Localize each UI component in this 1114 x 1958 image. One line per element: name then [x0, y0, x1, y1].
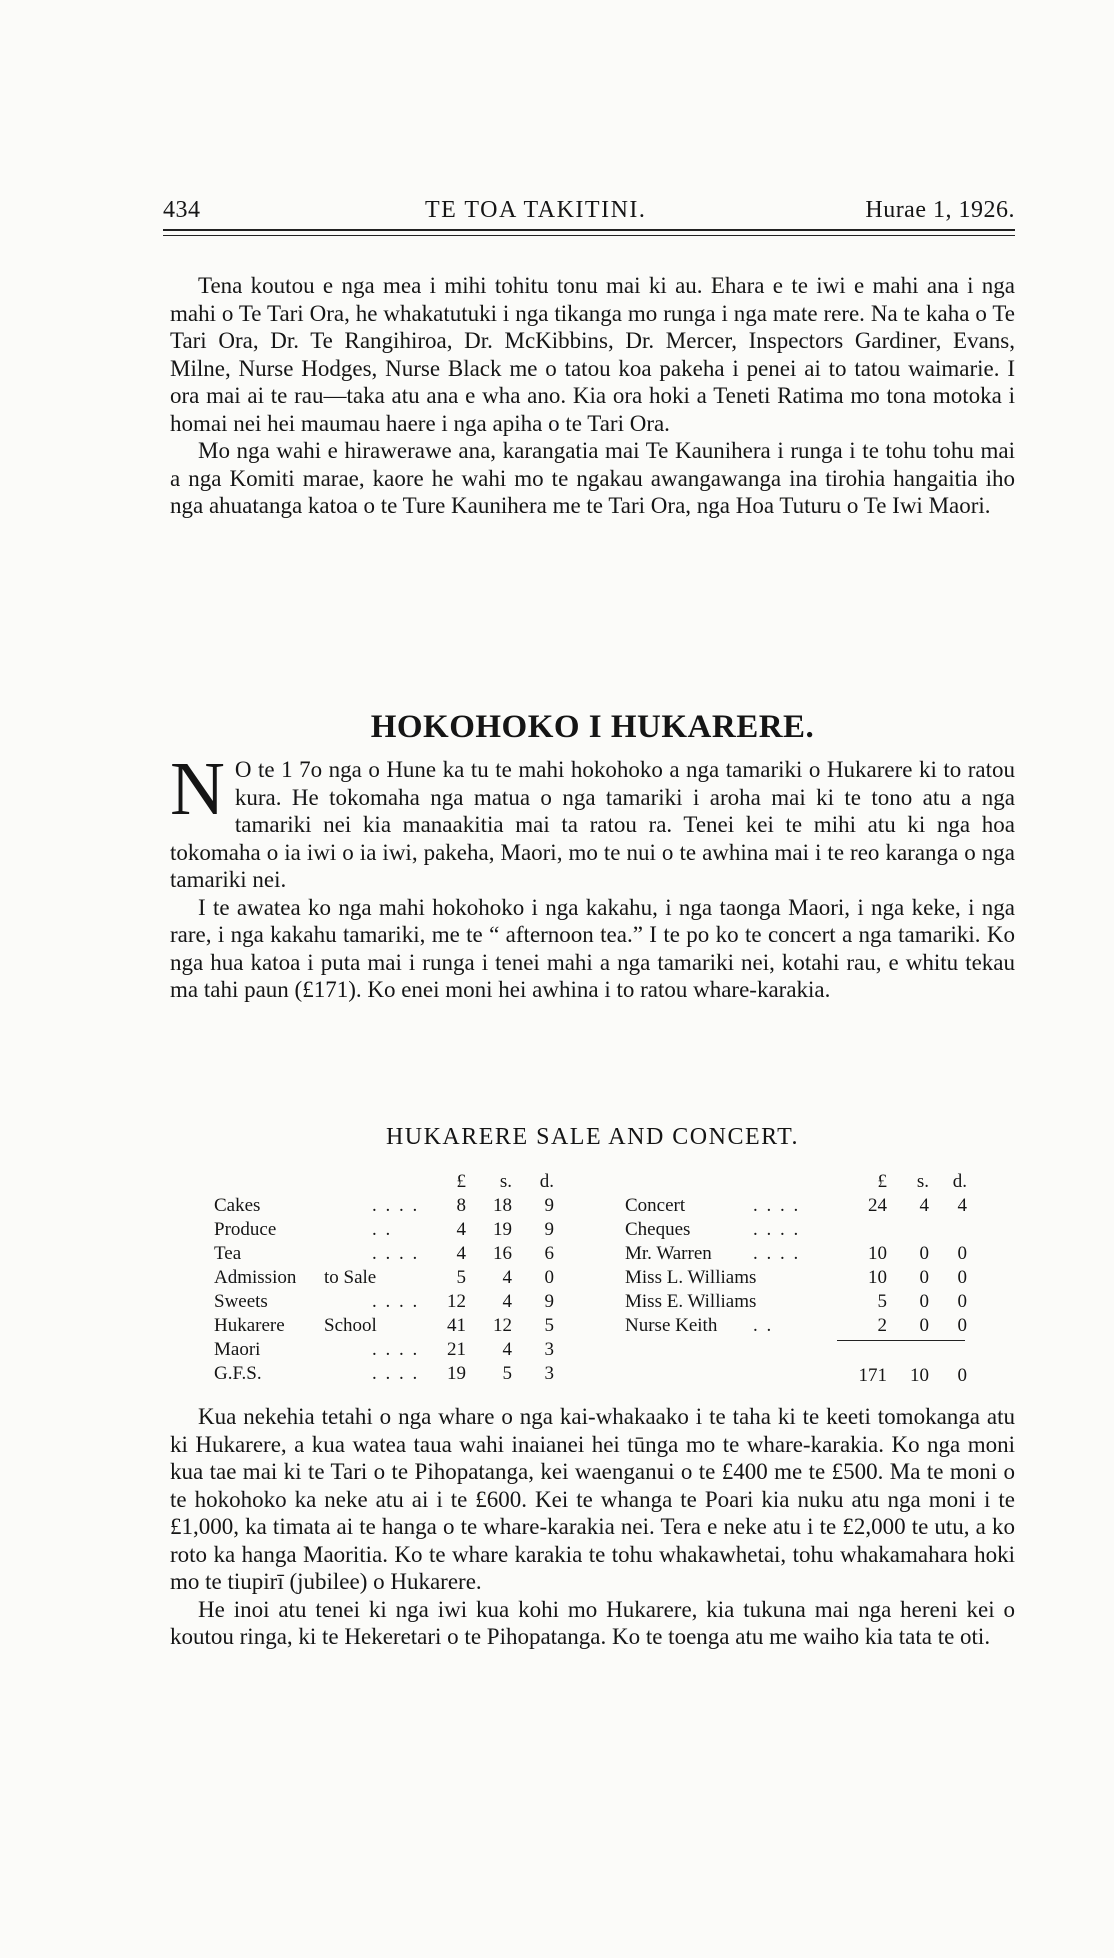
item-label: Miss L. Williams [625, 1267, 757, 1288]
item-pence: 9 [544, 1291, 554, 1312]
ledger-total-row [625, 1364, 1005, 1388]
item-pounds: 19 [447, 1363, 466, 1384]
item-shillings: 16 [493, 1243, 512, 1264]
header-pence: d. [952, 1171, 967, 1192]
item-shillings: 0 [919, 1315, 929, 1336]
header-pounds: £ [877, 1171, 887, 1192]
item-shillings: 4 [502, 1339, 512, 1360]
ledger-right-row [625, 1290, 1005, 1314]
ledger-right-header [625, 1170, 1005, 1194]
item-pounds: 2 [877, 1315, 887, 1336]
item-label: Nurse Keith [625, 1315, 718, 1336]
header-pounds: £ [456, 1171, 466, 1192]
item-pounds: 5 [456, 1267, 466, 1288]
item-shillings: 4 [502, 1291, 512, 1312]
total-rule [837, 1340, 965, 1341]
ledger-right-table [625, 1170, 1005, 1386]
ledger-title: HUKARERE SALE AND CONCERT. [385, 1124, 800, 1150]
ledger-left-header [214, 1170, 574, 1194]
leader-dots: . . . . [753, 1243, 801, 1264]
article-heading: HOKOHOKO I HUKARERE. [370, 709, 815, 745]
drop-cap: N [170, 747, 225, 831]
item-shillings: 18 [493, 1195, 512, 1216]
item-shillings: 12 [493, 1315, 512, 1336]
ledger-right-row [625, 1218, 1005, 1242]
item-pounds: 10 [868, 1243, 887, 1264]
item-pence: 5 [544, 1315, 554, 1336]
leader-dots: . . . . [753, 1219, 801, 1240]
item-label: Concert [625, 1195, 686, 1216]
article-paragraph-1 [170, 747, 1015, 894]
item-label-continued: to Sale [324, 1267, 377, 1288]
ledger-left-row [214, 1194, 574, 1218]
item-pounds: 4 [456, 1243, 466, 1264]
item-pence: 0 [957, 1291, 967, 1312]
ledger-left-row [214, 1242, 574, 1266]
article-paragraph-2: I te awatea ko nga mahi hokohoko i nga kakahu, i nga taonga Maori, i nga keke, i nga rare, i nga kakahu tamariki, me te “ afternoon tea.” I te po ko te concert a nga tamariki. Ko nga hua katoa i puta mai i runga i tenei mahi a nga tamariki nei, kotahi rau, e whitu tekau ma tahi paun (£171). Ko enei moni hei awhina i to ratou whare-karakia. [170, 894, 1015, 1002]
item-pence: 6 [544, 1243, 554, 1264]
item-label: Maori [214, 1339, 261, 1360]
journal-title: TE TOA TAKITINI. [425, 197, 647, 223]
leader-dots: . . . . [372, 1291, 420, 1312]
header-shillings: s. [499, 1171, 512, 1192]
item-pounds: 4 [456, 1219, 466, 1240]
issue-date: Hurae 1, 1926. [865, 197, 1015, 223]
item-label: Cakes [214, 1195, 261, 1216]
item-pence: 3 [544, 1339, 554, 1360]
leader-dots: . . [372, 1219, 393, 1240]
header-pence: d. [539, 1171, 554, 1192]
ledger-left-table [214, 1170, 574, 1386]
ledger-left-row [214, 1218, 574, 1242]
item-shillings: 0 [919, 1267, 929, 1288]
item-shillings: 0 [919, 1291, 929, 1312]
item-pounds: 12 [447, 1291, 466, 1312]
intro-section [170, 272, 1015, 520]
item-label: Sweets [214, 1291, 268, 1312]
closing-paragraph-1: Kua nekehia tetahi o nga whare o nga kai-whakaako i te taha ki te keeti tomokanga atu ki Hukarere, a kua watea taua wahi inaianei hei tūnga mo te whare-karakia. Ko nga moni kua tae mai ki te Tari o te Pihopatanga, kei waenganui o te £400 me te £500. Ma te moni o te hokohoko ka neke atu ai i te £600. Kei te whanga te Poari kia nuku atu nga moni i te £1,000, ka timata ai te hanga o te whare-karakia nei. Tera e neke atu i te £2,000 te utu, a ko roto ka hanga Maoritia. Ko te whare karakia te tohu whakawhetai, tohu whakamahara hoki mo te tiupirī (jubilee) o Hukarere. [170, 1404, 1015, 1594]
item-pence: 9 [544, 1219, 554, 1240]
item-pence: 0 [957, 1267, 967, 1288]
leader-dots: . . [753, 1315, 774, 1336]
header-rule-bottom [163, 235, 1015, 236]
item-label-continued: School [324, 1315, 377, 1336]
article-body [170, 747, 1015, 1004]
item-pence: 0 [544, 1267, 554, 1288]
intro-paragraph-2: Mo nga wahi e hirawerawe ana, karangatia mai Te Kaunihera i runga i te tohu tohu mai a nga Komiti marae, kaore he wahi mo te ngakau awangawanga ina tirohia hangaitia iho nga ahuatanga katoa o te Ture Kaunihera me te Tari Ora, nga Hoa Tuturu o Te Iwi Maori. [170, 438, 1015, 518]
ledger-right-row [625, 1314, 1005, 1338]
ledger-left-row [214, 1266, 574, 1290]
running-header [163, 197, 1015, 231]
ledger-left-row [214, 1314, 574, 1338]
ledger-right-row [625, 1266, 1005, 1290]
item-label: Miss E. Williams [625, 1291, 757, 1312]
ledger-left-row [214, 1290, 574, 1314]
item-pence: 9 [544, 1195, 554, 1216]
item-pence: 0 [957, 1315, 967, 1336]
total-pence: 0 [957, 1365, 967, 1386]
ledger-left-row [214, 1338, 574, 1362]
item-pounds: 8 [456, 1195, 466, 1216]
item-label: Produce [214, 1219, 277, 1240]
leader-dots: . . . . [372, 1363, 420, 1384]
item-label: G.F.S. [214, 1363, 262, 1384]
leader-dots: . . . . [372, 1243, 420, 1264]
item-label: Hukarere [214, 1315, 285, 1336]
item-shillings: 0 [919, 1243, 929, 1264]
leader-dots: . . . . [753, 1195, 801, 1216]
closing-paragraph-2: He inoi atu tenei ki nga iwi kua kohi mo Hukarere, kia tukuna mai nga hereni kei o koutou ringa, ki te Hekeretari o te Pihopatanga. Ko te toenga atu me waiho kia tata te oti. [170, 1596, 1015, 1649]
total-pounds: 171 [858, 1365, 887, 1386]
article-paragraph-1-text: O te 1 7o nga o Hune ka tu te mahi hokohoko a nga tamariki o Hukarere ki to ratou kura. He tokomaha nga matua o nga tamariki i aroha mai ki te tono atu a nga tamariki nei kia manaakitia mai ta ratou ra. Tenei kei te mihi atu ki nga hoa tokomaha o ia iwi o ia iwi, pakeha, Maori, mo te nui o te awhina mai i te reo karanga o nga tamariki nei. [170, 757, 1015, 892]
ledger-right-row [625, 1242, 1005, 1266]
ledger-right-row [625, 1194, 1005, 1218]
leader-dots: . . . . [372, 1195, 420, 1216]
header-rule-top [163, 229, 1015, 231]
item-label: Cheques [625, 1219, 691, 1240]
item-shillings: 5 [502, 1363, 512, 1384]
item-shillings: 4 [919, 1195, 929, 1216]
item-pounds: 5 [877, 1291, 887, 1312]
item-label: Tea [214, 1243, 242, 1264]
total-shillings: 10 [910, 1365, 929, 1386]
item-label: Admission [214, 1267, 297, 1288]
intro-paragraph-1: Tena koutou e nga mea i mihi tohitu tonu mai ki au. Ehara e te iwi e mahi ana i nga mahi o Te Tari Ora, he whakatutuki i nga tikanga mo runga i nga mate rere. Na te kaha o Te Tari Ora, Dr. Te Rangihiroa, Dr. McKibbins, Dr. Mercer, Inspectors Gardiner, Evans, Milne, Nurse Hodges, Nurse Black me o tatou koa pakeha i penei ai to tatou waimarie. I ora mai ai te rau—taka atu ana e wha ano. Kia ora hoki a Teneti Ratima mo tona motoka i homai nei hei maumau haere i nga apiha o te Tari Ora. [170, 273, 1015, 436]
item-pounds: 24 [868, 1195, 887, 1216]
item-pence: 0 [957, 1243, 967, 1264]
item-label: Mr. Warren [625, 1243, 712, 1264]
item-shillings: 4 [502, 1267, 512, 1288]
item-pounds: 10 [868, 1267, 887, 1288]
item-pounds: 21 [447, 1339, 466, 1360]
header-shillings: s. [916, 1171, 929, 1192]
item-shillings: 19 [493, 1219, 512, 1240]
ledger-left-row [214, 1362, 574, 1386]
leader-dots: . . . . [372, 1339, 420, 1360]
item-pence: 4 [957, 1195, 967, 1216]
page-number: 434 [163, 197, 201, 223]
item-pence: 3 [544, 1363, 554, 1384]
closing-section [170, 1403, 1015, 1651]
item-pounds: 41 [447, 1315, 466, 1336]
